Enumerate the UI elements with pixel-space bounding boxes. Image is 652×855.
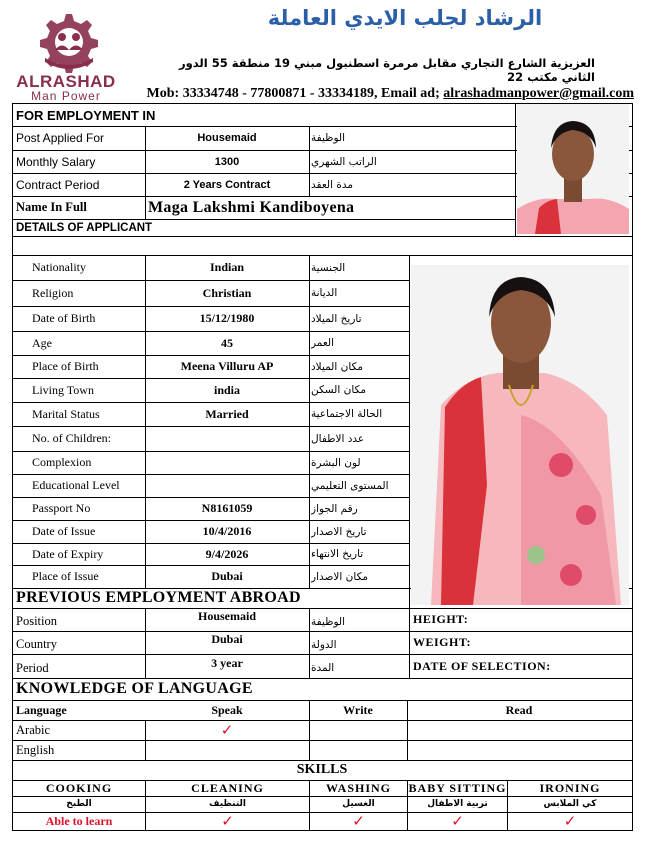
detail-value: 10/4/2016 (202, 524, 252, 538)
skill-header: CLEANING (191, 780, 264, 795)
detail-label-arabic: لون البشرة (311, 456, 361, 469)
field-label-arabic: مدة العقد (311, 178, 353, 191)
section-title-skills: SKILLS (296, 762, 348, 777)
skill-header: COOKING (45, 780, 113, 795)
applicant-photo-small (517, 104, 629, 234)
field-label: Monthly Salary (16, 154, 96, 169)
grid-line (145, 126, 146, 220)
detail-value: 45 (221, 335, 233, 350)
applicant-photo-large (411, 265, 629, 605)
grid-line (632, 103, 633, 831)
language-write (310, 720, 406, 740)
detail-label-arabic: مكان السكن (311, 384, 366, 396)
grid-line (309, 608, 310, 679)
detail-label: Complexion (32, 455, 92, 469)
detail-value: 15/12/1980 (199, 311, 255, 325)
detail-label-arabic: عدد الاطفال (311, 432, 365, 445)
grid-line (12, 236, 633, 237)
detail-value: Indian (209, 260, 245, 274)
section-title-details: DETAILS OF APPLICANT (16, 222, 153, 234)
section-title-language: KNOWLEDGE OF LANGUAGE (16, 680, 253, 697)
prev-value: 3 year (211, 655, 243, 670)
prev-right-label: DATE OF SELECTION: (413, 658, 551, 673)
language-name: English (16, 742, 55, 757)
header-read: Read (505, 702, 533, 717)
detail-label: Date of Issue (32, 524, 96, 538)
detail-value: Meena Villuru AP (180, 359, 274, 373)
detail-label: Nationality (32, 260, 86, 274)
skill-header-arabic: الطبخ (66, 799, 92, 809)
logo-subtitle: Man Power (31, 89, 101, 103)
skill-header-arabic: التنظيف (209, 799, 246, 809)
detail-label: Age (32, 335, 52, 350)
detail-value: 9/4/2026 (205, 546, 249, 561)
detail-label: Date of Birth (32, 311, 96, 325)
detail-value (146, 451, 308, 474)
detail-label-arabic: الجنسية (311, 261, 346, 274)
language-speak: ✓ (220, 722, 234, 739)
skill-value: ✓ (451, 813, 464, 830)
prev-label: Country (16, 637, 57, 651)
detail-value (146, 426, 308, 451)
detail-label: Marital Status (32, 406, 100, 421)
detail-label: Religion (32, 285, 74, 300)
logo-name: ALRASHAD (16, 72, 116, 91)
language-write (310, 740, 406, 760)
name-label: Name In Full (16, 200, 87, 214)
skill-value: ✓ (563, 813, 577, 830)
detail-label-arabic: مكان الاصدار (311, 570, 368, 583)
language-speak (146, 740, 308, 760)
prev-label-arabic: المدة (311, 662, 335, 674)
skill-value: ✓ (221, 813, 234, 830)
skill-header-arabic: الغسيل (342, 799, 375, 809)
detail-label-arabic: الحالة الاجتماعية (311, 408, 383, 420)
company-title-arabic: الرشاد لجلب الايدي العاملة (267, 6, 543, 30)
section-title-previous: PREVIOUS EMPLOYMENT ABROAD (16, 589, 301, 606)
grid-line (515, 103, 516, 237)
field-label-arabic: الوظيفة (311, 132, 346, 144)
name-value: Maga Lakshmi Kandiboyena (148, 198, 355, 216)
prev-label: Period (16, 660, 49, 675)
field-value: Housemaid (197, 132, 257, 144)
detail-label-arabic: تاريخ الانتهاء (311, 548, 364, 560)
prev-value: Dubai (211, 632, 243, 646)
field-label: Post Applied For (16, 131, 105, 145)
section-title-employment: FOR EMPLOYMENT IN (16, 107, 156, 123)
contact-phones: Mob: 33334748 - 77800871 - 33334189, Email ad; (146, 86, 444, 101)
detail-label-arabic: المستوى التعليمي (311, 479, 389, 492)
detail-label-arabic: رقم الجواز (311, 502, 358, 515)
detail-value: Dubai (211, 569, 243, 583)
detail-value: Christian (202, 285, 252, 300)
field-label: Contract Period (16, 177, 100, 192)
detail-label-arabic: العمر (311, 337, 335, 349)
detail-label: No. of Children: (32, 431, 111, 445)
company-address-arabic: العزيزية الشارع التجاري مقابل مرمرة اسطنبول مبني 19 منطقة 55 الدور الثاني مكتب 22 (179, 56, 595, 84)
skill-header: IRONING (539, 780, 601, 795)
detail-label: Living Town (32, 382, 94, 397)
detail-value (146, 474, 308, 497)
detail-value: india (213, 382, 240, 397)
detail-label-arabic: تاريخ الميلاد (311, 312, 362, 325)
detail-label: Passport No (32, 501, 91, 515)
language-name: Arabic (16, 722, 51, 737)
header-speak: Speak (211, 702, 243, 717)
detail-value: Married (205, 406, 249, 421)
detail-label-arabic: الديانة (311, 287, 338, 299)
field-label-arabic: الراتب الشهري (311, 155, 377, 168)
skill-header-arabic: كي الملابس (543, 799, 597, 809)
detail-label: Place of Issue (32, 569, 99, 583)
language-read (408, 720, 630, 740)
skill-header-arabic: تربية الاطفال (427, 799, 488, 809)
prev-value: Housemaid (197, 609, 256, 623)
detail-value: N8161059 (201, 501, 253, 515)
prev-right-label: WEIGHT: (413, 635, 471, 649)
language-read (408, 740, 630, 760)
contact-email: alrashadmanpower@gmail.com (443, 86, 634, 101)
field-value: 1300 (214, 155, 240, 168)
prev-right-label: HEIGHT: (413, 612, 469, 626)
skill-value: Able to learn (45, 813, 113, 828)
field-value: 2 Years Contract (183, 178, 271, 191)
skill-value: ✓ (352, 813, 365, 830)
prev-label: Position (16, 614, 57, 628)
prev-label-arabic: الوظيفة (311, 615, 346, 628)
detail-label: Educational Level (32, 478, 120, 492)
detail-label-arabic: مكان الميلاد (311, 360, 363, 373)
detail-label-arabic: تاريخ الاصدار (311, 525, 367, 538)
grid-line (309, 126, 310, 197)
contact-line (122, 86, 634, 102)
grid-line (12, 103, 13, 831)
detail-label: Place of Birth (32, 359, 99, 373)
skill-header: WASHING (325, 780, 391, 795)
grid-line (309, 255, 310, 589)
prev-label-arabic: الدولة (311, 638, 337, 651)
grid-line (12, 830, 633, 831)
header-language: Language (16, 702, 67, 717)
detail-label: Date of Expiry (32, 546, 104, 561)
header-write: Write (343, 702, 373, 717)
skill-header: BABY SITTING (408, 780, 507, 795)
